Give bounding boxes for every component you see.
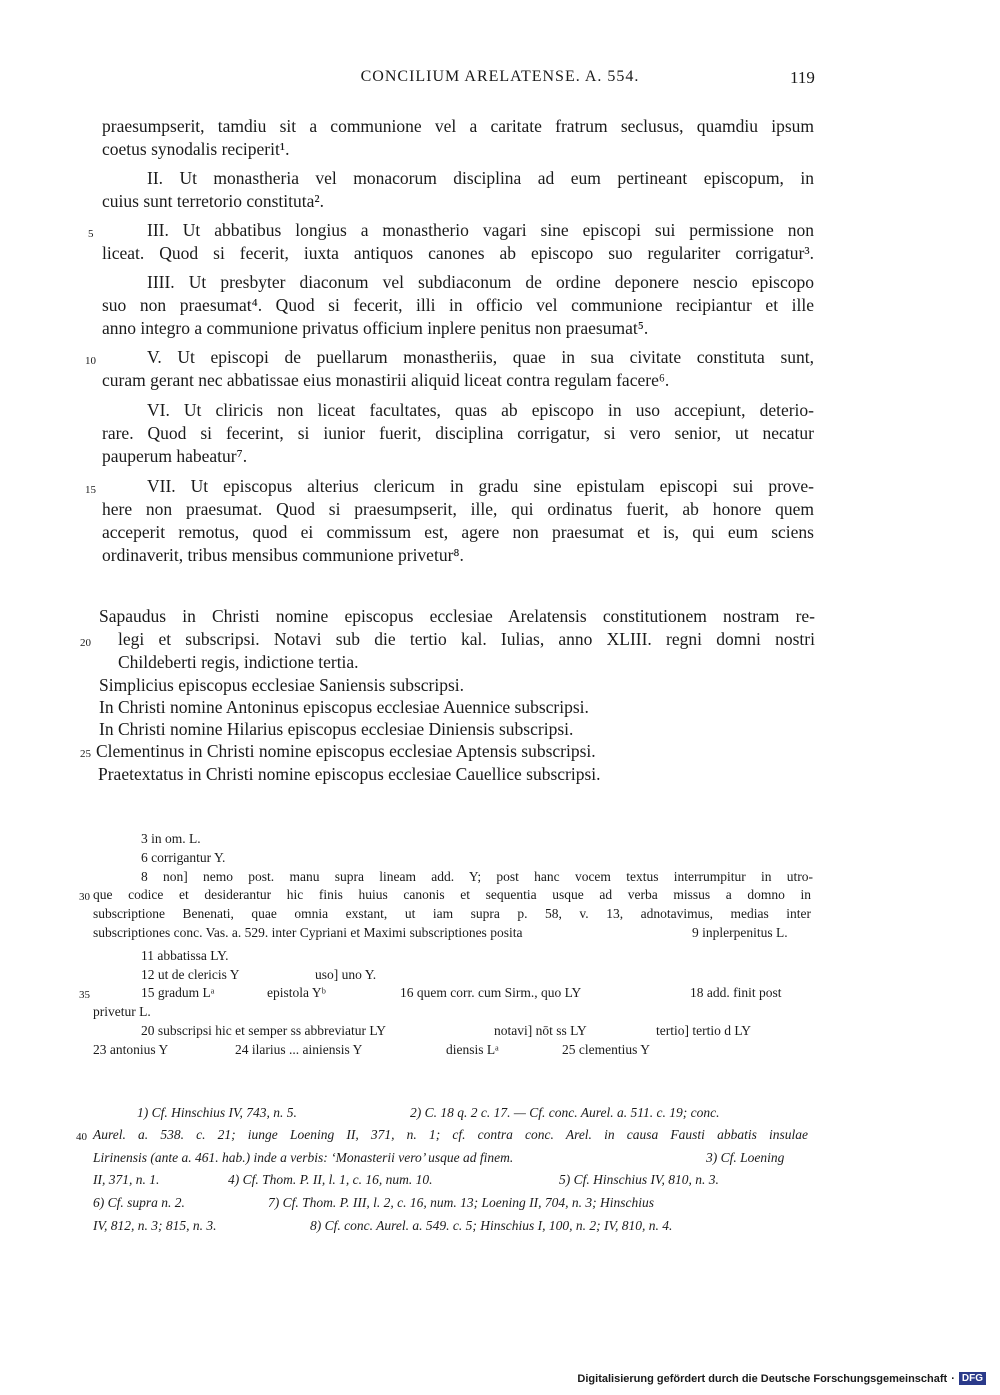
apparatus-line: que codice et desiderantur hic finis huius canonis et sequentia usque ad verba missus a domno in	[93, 887, 811, 902]
apparatus-line: tertio] tertio d LY	[656, 1023, 751, 1038]
apparatus-line: 8 non] nemo post. manu supra lineam add. Y; post hanc vocem textus interrumpitur in utro-	[141, 869, 813, 884]
footnote-line: 8) Cf. conc. Aurel. a. 549. c. 5; Hinschius I, 100, n. 2; IV, 810, n. 4.	[310, 1218, 673, 1233]
line-number: 20	[80, 637, 91, 649]
apparatus-line: 16 quem corr. cum Sirm., quo LY	[400, 985, 582, 1000]
line-number: 30	[79, 891, 90, 903]
line-number: 25	[80, 748, 91, 760]
footnote-line: II, 371, n. 1.	[93, 1172, 160, 1187]
text-line: cuius sunt terretorio constituta².	[102, 191, 325, 211]
apparatus-line: 6 corrigantur Y.	[141, 850, 226, 865]
text-line: curam gerant nec abbatissae eius monastirii aliquid liceat contra regulam facere⁶.	[102, 370, 670, 390]
text-line: acceperit remotus, quod ei commissum est, agere non praesumat et is, qui eum sciens	[102, 522, 814, 542]
apparatus-line: 24 ilarius ... ainiensis Y	[235, 1042, 363, 1057]
apparatus-line: 11 abbatissa LY.	[141, 948, 229, 963]
apparatus-line: diensis Lᵃ	[446, 1042, 499, 1057]
subscription-line: In Christi nomine Hilarius episcopus ecclesiae Diniensis subscripsi.	[99, 719, 574, 739]
text-line: suo non praesumat⁴. Quod si fecerit, illi in officio vel communione recipiantur et ille	[102, 295, 814, 315]
dfg-logo: DFG	[959, 1372, 986, 1385]
footnote-line: 1) Cf. Hinschius IV, 743, n. 5.	[137, 1105, 297, 1120]
subscription-line: legi et subscripsi. Notavi sub die tertio kal. Iulias, anno XLIII. regni domni nostri	[118, 629, 815, 649]
text-line: VII. Ut episcopus alterius clericum in gradu sine epistulam episcopi sui prove-	[147, 476, 814, 496]
footnote-line: 4) Cf. Thom. P. II, l. 1, c. 16, num. 10.	[228, 1172, 433, 1187]
subscription-line: Praetextatus in Christi nomine episcopus ecclesiae Cauellice subscripsi.	[98, 764, 601, 784]
subscription-line: Simplicius episcopus ecclesiae Saniensis subscripsi.	[99, 675, 465, 695]
text-line: coetus synodalis reciperit¹.	[102, 139, 290, 159]
apparatus-line: 23 antonius Y	[93, 1042, 169, 1057]
line-number: 40	[76, 1131, 87, 1143]
text-line: here non praesumat. Quod si praesumpserit, ille, qui ordinatus fuerit, ab honore quem	[102, 499, 814, 519]
apparatus-line: 9 inplerpenitus L.	[692, 925, 788, 940]
apparatus-line: notavi] nōt ss LY	[494, 1023, 587, 1038]
subscription-line: Childeberti regis, indictione tertia.	[118, 652, 359, 672]
footnote-line: IV, 812, n. 3; 815, n. 3.	[93, 1218, 217, 1233]
footnote-line: 5) Cf. Hinschius IV, 810, n. 3.	[559, 1172, 719, 1187]
text-line: VI. Ut cliricis non liceat facultates, quas ab episcopo in uso accepiunt, deterio-	[147, 400, 814, 420]
apparatus-line: 20 subscripsi hic et semper ss abbreviatur LY	[141, 1023, 386, 1038]
line-number: 10	[85, 355, 96, 367]
subscription-line: In Christi nomine Antoninus episcopus ecclesiae Auennice subscripsi.	[99, 697, 589, 717]
text-line: IIII. Ut presbyter diaconum vel subdiaconum de ordine deponere nescio episcopo	[147, 272, 814, 292]
separator-dot: ·	[951, 1372, 955, 1385]
page-number: 119	[790, 68, 815, 87]
digitization-credit	[577, 1372, 986, 1385]
apparatus-line: 25 clementius Y	[562, 1042, 650, 1057]
apparatus-line: subscriptione Benenati, quae omnia exstant, ut iam supra p. 58, v. 13, adnotavimus, medias inter	[93, 906, 811, 921]
apparatus-line: 12 ut de clericis Y	[141, 967, 240, 982]
footnote-line: 2) C. 18 q. 2 c. 17. — Cf. conc. Aurel. a. 511. c. 19; conc.	[410, 1105, 720, 1120]
apparatus-line: epistola Yᵇ	[267, 985, 326, 1000]
apparatus-line: 18 add. finit post	[690, 985, 782, 1000]
text-line: praesumpserit, tamdiu sit a communione vel a caritate fratrum seclusus, quamdiu ipsum	[102, 116, 814, 136]
footnote-line: 3) Cf. Loening	[706, 1150, 785, 1165]
subscription-line: Sapaudus in Christi nomine episcopus ecclesiae Arelatensis constitutionem nostram re-	[99, 606, 815, 626]
text-line: II. Ut monastheria vel monacorum disciplina ad eum pertineant episcopum, in	[147, 168, 814, 188]
running-header: CONCILIUM ARELATENSE. A. 554.	[360, 68, 640, 85]
footnote-line: 7) Cf. Thom. P. III, l. 2, c. 16, num. 13; Loening II, 704, n. 3; Hinschius	[268, 1195, 654, 1210]
text-line: ordinaverit, tribus mensibus communione privetur⁸.	[102, 545, 464, 565]
apparatus-line: 3 in om. L.	[141, 831, 201, 846]
text-line: V. Ut episcopi de puellarum monastheriis, quae in sua civitate constituta sunt,	[147, 347, 814, 367]
text-line: liceat. Quod si fecerit, iuxta antiquos canones ab episcopo suo regulariter corrigatur³.	[102, 243, 814, 263]
line-number: 5	[88, 228, 94, 240]
text-line: III. Ut abbatibus longius a monastherio vagari sine episcopi sui permissione non	[147, 220, 814, 240]
footnote-line: Aurel. a. 538. c. 21; iunge Loening II, 371, n. 1; cf. contra conc. Arel. in causa Fausti abbatis insulae	[93, 1127, 808, 1142]
footnote-line: Lirinensis (ante a. 461. hab.) inde a verbis: ‘Monasterii vero’ usque ad finem.	[93, 1150, 514, 1165]
apparatus-line: 15 gradum Lᵃ	[141, 985, 215, 1000]
subscription-line: Clementinus in Christi nomine episcopus ecclesiae Aptensis subscripsi.	[96, 741, 596, 761]
text-line: rare. Quod si fecerint, si iunior fuerit, disciplina corrigatur, si vero senior, ut necatur	[102, 423, 814, 443]
apparatus-line: subscriptiones conc. Vas. a. 529. inter Cypriani et Maximi subscriptiones posita	[93, 925, 523, 940]
apparatus-line: privetur L.	[93, 1004, 151, 1019]
line-number: 15	[85, 484, 96, 496]
text-line: pauperum habeatur⁷.	[102, 446, 248, 466]
text-line: anno integro a communione privatus officium inplere penitus non praesumat⁵.	[102, 318, 649, 338]
footnote-line: 6) Cf. supra n. 2.	[93, 1195, 185, 1210]
line-number: 35	[79, 989, 90, 1001]
apparatus-line: uso] uno Y.	[315, 967, 377, 982]
credit-text: Digitalisierung gefördert durch die Deutsche Forschungsgemeinschaft	[577, 1372, 948, 1385]
